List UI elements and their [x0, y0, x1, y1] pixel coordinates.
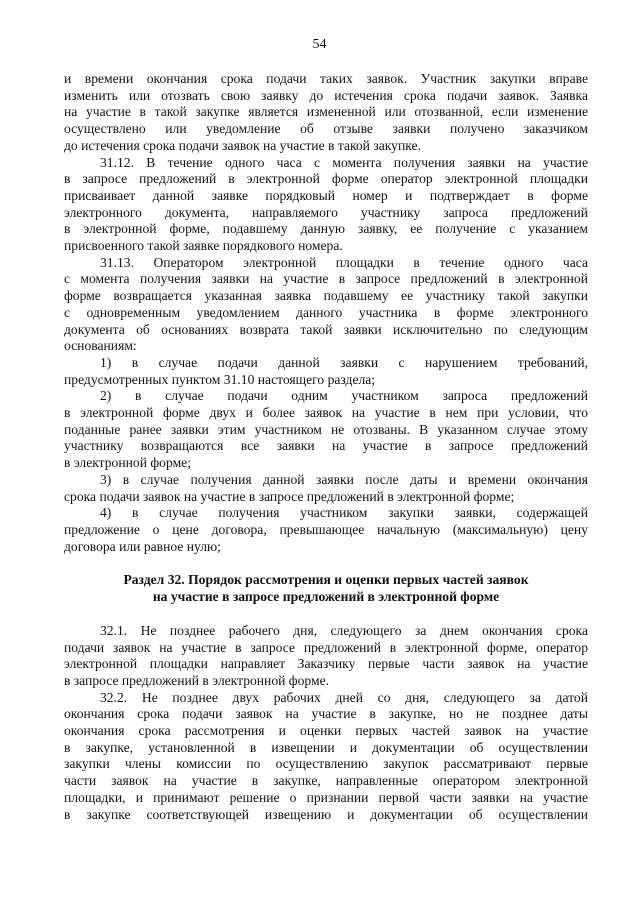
text-line: 1) в случае подачи данной заявки с нарушением требований, — [100, 354, 588, 370]
text-line: 31.12. В течение одного часа с момента получения заявки на участие — [100, 154, 588, 170]
text-line: окончания срока рассмотрения и оценки первых частей заявок на участие — [64, 723, 588, 739]
list-item-4 — [64, 505, 588, 555]
text-line: 4) в случае получения участником закупки заявки, содержащей — [100, 505, 588, 521]
text-line: 32.2. Не позднее двух рабочих дней со дня, следующего за датой — [100, 689, 588, 705]
text-line: с одновременным уведомлением данного участника в форме электронного — [64, 304, 588, 320]
text-line: в закупке соответствующей извещению и документации об осуществлении — [64, 806, 588, 822]
paragraph-31-13 — [64, 255, 588, 355]
text-line: в электронной форме двух и более заявок на участие в нем при условии, что — [64, 405, 588, 421]
text-line: 2) в случае подачи одним участником запроса предложений — [100, 388, 588, 404]
section-heading — [64, 572, 588, 605]
text-line: изменить или отозвать свою заявку до истечения срока подачи заявок. Заявка — [64, 87, 588, 103]
text-line: срока подачи заявок на участие в запросе предложений в электронной форме; — [64, 488, 515, 504]
list-item-1 — [64, 355, 588, 388]
text-line: электронного документа, направляемого участнику запроса предложений — [64, 204, 588, 220]
section-heading-line: Раздел 32. Порядок рассмотрения и оценки первых частей заявок — [123, 572, 529, 588]
document-body — [64, 71, 588, 823]
paragraph-continuation — [64, 71, 588, 155]
text-line: 32.1. Не позднее рабочего дня, следующего за днем окончания срока — [100, 622, 588, 638]
text-line: площадки, и принимают решение о признании первой части заявки на участие — [64, 789, 588, 805]
text-line: 31.13. Оператором электронной площадки в течение одного часа — [100, 254, 588, 270]
text-line: в закупке, установленной в извещении и документации об осуществлении — [64, 739, 588, 755]
text-line: на участие в такой закупке является измененной или отозванной, если изменение — [64, 104, 588, 120]
text-line: 3) в случае получения данной заявки после даты и времени окончания — [100, 471, 588, 487]
text-line: в электронной форме, подавшему данную заявку, ее получение с указанием — [64, 221, 588, 237]
text-line: договора или равное нулю; — [64, 538, 221, 554]
text-line: осуществлено или уведомление об отзыве заявки получено заказчиком — [64, 121, 588, 137]
page-number: 54 — [312, 37, 327, 52]
text-line: документа об основаниях возврата такой заявки исключительно по следующим — [64, 321, 588, 337]
text-line: окончания срока подачи заявок на участие в закупке, но не позднее даты — [64, 706, 588, 722]
text-line: присваивает данной заявке порядковый номер и подтверждает в форме — [64, 187, 588, 203]
text-line: и времени окончания срока подачи таких заявок. Участник закупки вправе — [64, 71, 588, 86]
spacer — [64, 606, 588, 623]
spacer — [64, 555, 588, 572]
text-line: до истечения срока подачи заявок на участие в такой закупке. — [64, 137, 421, 153]
section-heading-line: на участие в запросе предложений в электронной форме — [152, 589, 500, 605]
text-line: поданные ранее заявки этим участником не отозваны. В указанном случае этому — [64, 421, 588, 437]
paragraph-32-1 — [64, 623, 588, 690]
text-line: участнику возвращаются все заявки на участие в запросе предложений — [64, 438, 588, 454]
paragraph-31-12 — [64, 155, 588, 255]
paragraph-32-2 — [64, 690, 588, 824]
text-line: форме возвращается указанная заявка подавшему ее участнику такой закупки — [64, 288, 588, 304]
text-line: в электронной форме; — [64, 455, 191, 471]
text-line: предложение о цене договора, превышающее начальную (максимальную) цену — [64, 521, 588, 537]
text-line: основаниям: — [64, 338, 137, 354]
text-line: подачи заявок на участие в запросе предложений в электронной форме, оператор — [64, 639, 588, 655]
text-line: части заявок на участие в закупке, направленные оператором электронной — [64, 773, 588, 789]
text-line: электронной площадки направляет Заказчику первые части заявок на участие — [64, 656, 588, 672]
text-line: с момента получения заявки на участие в запросе предложений в электронной — [64, 271, 588, 287]
list-item-2 — [64, 388, 588, 472]
list-item-3 — [64, 472, 588, 505]
text-line: присвоенного такой заявке порядкового номера. — [64, 238, 343, 254]
text-line: в запросе предложений в электронной форме. — [64, 672, 330, 688]
text-line: предусмотренных пунктом 31.10 настоящего раздела; — [64, 371, 376, 387]
text-line: в запросе предложений в электронной форме оператор электронной площадки — [64, 171, 588, 187]
text-line: закупки члены комиссии по осуществлению закупок рассматривают первые — [64, 756, 588, 772]
